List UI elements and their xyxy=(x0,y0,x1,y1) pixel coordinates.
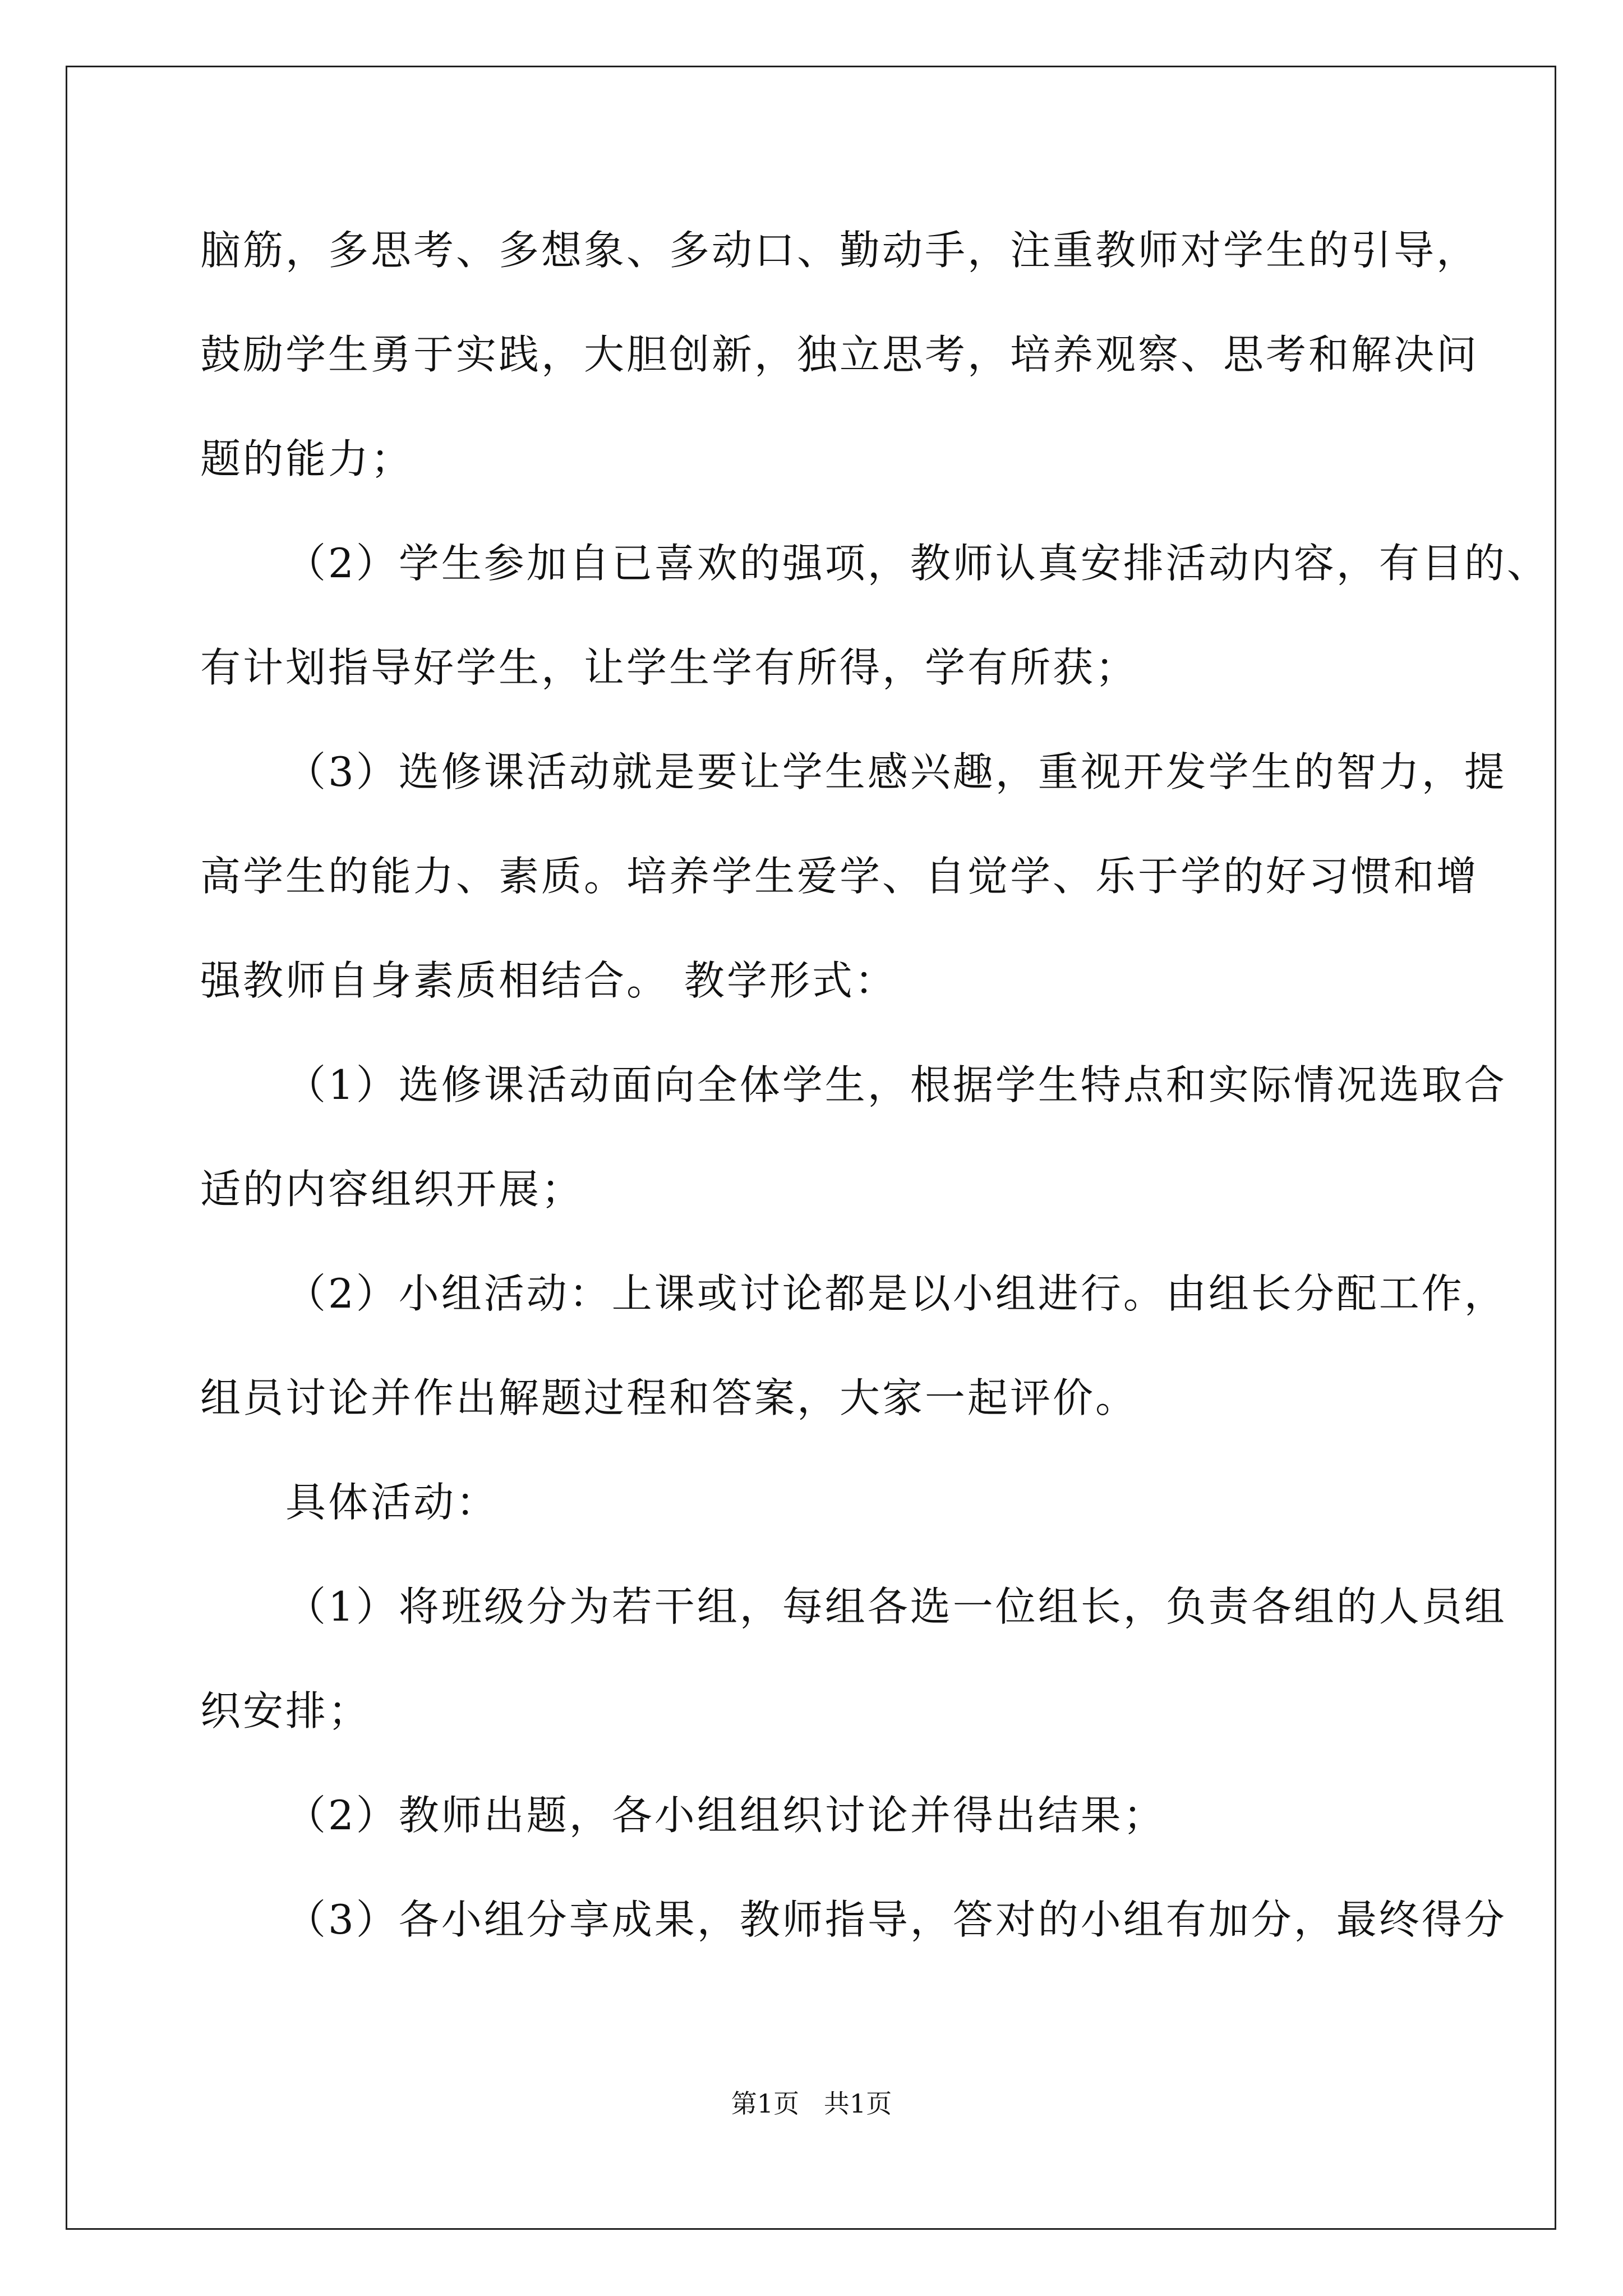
page-footer: 第1页 共1页 xyxy=(731,2088,892,2119)
paragraph-line: 织安排； xyxy=(200,1687,371,1734)
paragraph-line: （2）教师出题，各小组组织讨论并得出结果； xyxy=(285,1792,1166,1839)
paragraph-line: 有计划指导好学生，让学生学有所得，学有所获； xyxy=(200,644,1138,691)
paragraph-line: 脑筋，多思考、多想象、多动口、勤动手，注重教师对学生的引导， xyxy=(200,227,1479,274)
paragraph-line: 具体活动： xyxy=(285,1479,499,1526)
paragraph-line: （1）选修课活动面向全体学生，根据学生特点和实际情况选取合 xyxy=(285,1061,1507,1108)
paragraph-line: 组员讨论并作出解题过程和答案，大家一起评价。 xyxy=(200,1374,1138,1421)
paragraph-line: 鼓励学生勇于实践，大胆创新，独立思考，培养观察、思考和解决问 xyxy=(200,331,1479,378)
paragraph-line: （2）小组活动：上课或讨论都是以小组进行。由组长分配工作， xyxy=(285,1270,1507,1317)
paragraph-line: （2）学生参加自已喜欢的强项，教师认真安排活动内容，有目的、 xyxy=(285,540,1550,587)
paragraph-line: （3）各小组分享成果，教师指导，答对的小组有加分，最终得分 xyxy=(285,1896,1507,1943)
paragraph-line: 题的能力； xyxy=(200,435,414,482)
paragraph-line: 适的内容组织开展； xyxy=(200,1166,584,1213)
paragraph-line: 高学生的能力、素质。培养学生爱学、自觉学、乐于学的好习惯和增 xyxy=(200,853,1479,900)
paragraph-line: （3）选修课活动就是要让学生感兴趣，重视开发学生的智力，提 xyxy=(285,748,1507,795)
paragraph-line: （1）将班级分为若干组，每组各选一位组长，负责各组的人员组 xyxy=(285,1583,1507,1630)
paragraph-line: 强教师自身素质相结合。 教学形式： xyxy=(200,957,897,1004)
